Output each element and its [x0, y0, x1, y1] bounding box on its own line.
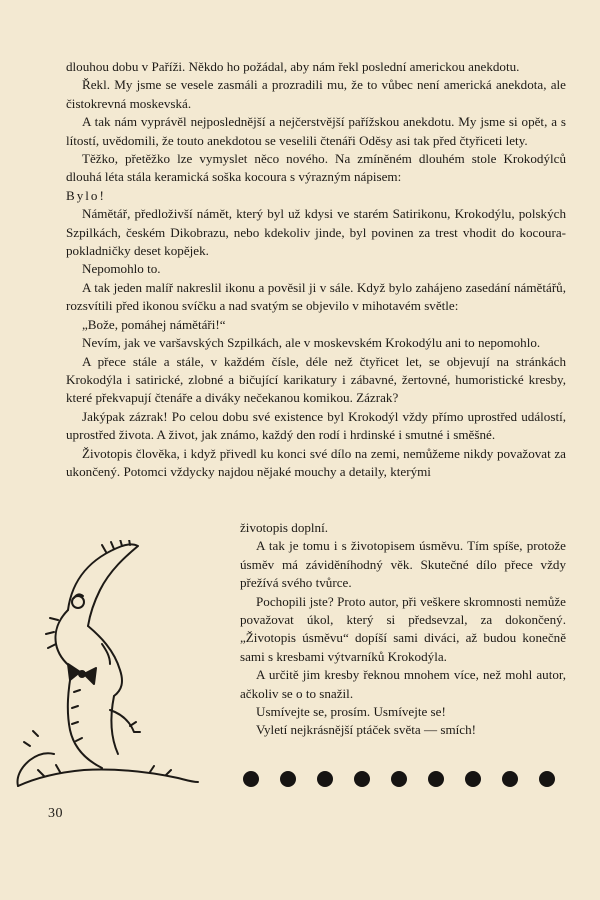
inscription: Bylo! — [66, 187, 106, 203]
paragraph: A tak jeden malíř nakreslil ikonu a pověsil ji v sále. Když bylo zahájeno zasedání námětářů, rozsvítili před ikonou svíčku a nad svatým se objevilo v mihotavém světle: — [66, 279, 566, 314]
laughing-crocodile-illustration — [10, 540, 210, 800]
ornament-dot-row — [243, 771, 573, 791]
paragraph: Námětář, předloživší námět, který byl už kdysi ve starém Satirikonu, Krokodýlu, polských Szpilkách, českém Dikobrazu, nebo kdekoliv jinde, byl povinen za trest vhodit do kocoura-pokladničky deset kopějek. — [66, 206, 566, 259]
page-number: 30 — [48, 806, 63, 821]
paragraph: životopis doplní. — [240, 520, 329, 535]
paragraph: A tak nám vyprávěl nejposlednější a nejčerstvější pařížskou anekdotu. My jsme si opět, a s lítostí, uvědomili, že touto anekdotou se veselili čtenáři Oděsy asi tak před čtyřiceti lety. — [66, 114, 566, 148]
closing-line: Vyletí nejkrásnější ptáček světa — smích! — [256, 722, 476, 738]
paragraph: A určitě jim kresby řeknou mnohem více, než mohl autor, ačkoliv se o to snažil. — [240, 667, 566, 701]
paragraph: Těžko, přetěžko lze vymyslet něco nového. Na zmíněném dlouhém stole Krokodýlců dlouhá léta stála keramická soška kocoura s výrazným nápisem: — [66, 151, 566, 185]
ornament-dot — [317, 771, 333, 787]
paragraph: Nepomohlo to. — [82, 261, 161, 277]
ornament-dot — [280, 771, 296, 787]
ornament-dot — [428, 771, 444, 787]
main-text-column — [66, 58, 566, 481]
paragraph: dlouhou dobu v Paříži. Někdo ho požádal, aby nám řekl poslední americkou anekdotu. — [66, 59, 520, 74]
ornament-dot — [502, 771, 518, 787]
paragraph: Jakýpak zázrak! Po celou dobu své existence byl Krokodýl vždy přímo uprostřed událostí, uprostřed života. A život, jak známo, každý den rodí i hrdinské i smutné i směšné. — [66, 408, 566, 443]
ornament-dot — [539, 771, 555, 787]
ornament-dot — [465, 771, 481, 787]
paragraph: A přece stále a stále, v každém čísle, déle než čtyřicet let, se objevují na stránkách Krokodýla i satirické, zlobné a bičující karikatury i zábavné, žertovné, humoristické kresby, které překvapují čtenáře a diváky nečekanou komikou. Zázrak? — [66, 353, 566, 406]
ornament-dot — [354, 771, 370, 787]
paragraph: Pochopili jste? Proto autor, při veškere skromnosti nemůže považovat úkol, který si předsevzal, za dokončený. „Životopis úsměvu“ dopíší sami diváci, až budou konečně sami s kresbami výtvarníků Krokodýla. — [240, 593, 566, 664]
paragraph: Řekl. My jsme se vesele zasmáli a prozradili mu, že to vůbec není americká anekdota, ale čistokrevná moskevská. — [66, 77, 566, 111]
right-text-column — [240, 519, 566, 740]
icon-inscription: „Bože, pomáhej námětáři!“ — [82, 316, 226, 332]
paragraph: A tak je tomu i s životopisem úsměvu. Tím spíše, protože úsměv má záviděníhodný věk. Skutečné dílo přece vždy přežívá svého tvůrce. — [240, 538, 566, 591]
ornament-dot — [391, 771, 407, 787]
paragraph: Usmívejte se, prosím. Usmívejte se! — [256, 704, 446, 720]
paragraph: Životopis člověka, i když přivedl ku konci své dílo na zemi, nemůžeme nikdy považovat za ukončený. Potomci vždycky najdou nějaké mouchy a detaily, kterými — [66, 445, 566, 479]
ornament-dot — [243, 771, 259, 787]
paragraph: Nevím, jak ve varšavských Szpilkách, ale v moskevském Krokodýlu ani to nepomohlo. — [82, 335, 541, 351]
